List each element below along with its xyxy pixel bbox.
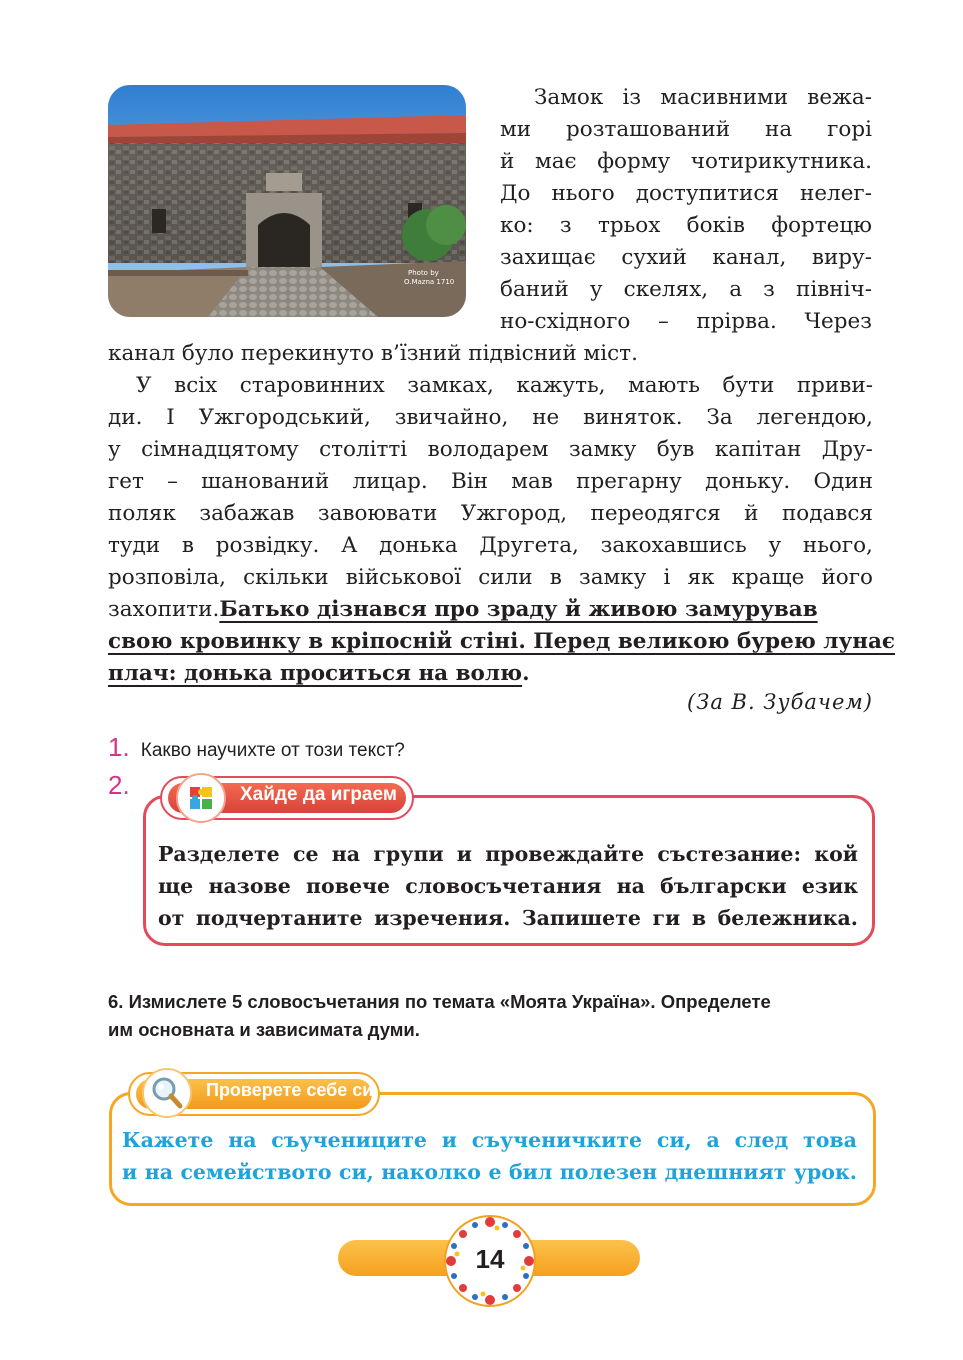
underlined-sentence-3: плач: донька проситься на волю [108,661,523,686]
body-line-underlined-2 [108,626,895,658]
game-instructions [158,838,858,934]
intro-line: но-східного – прірва. Через [500,309,872,334]
puzzle-icon [176,773,226,823]
underlined-sentence-2: свою кровинку в кріпосній стіні. Перед великою бурею лунає [108,629,895,654]
question-2-number: 2. [108,770,130,800]
intro-line: ко: з трьох боків фортецю [500,213,872,238]
game-line-1: Разделете се на групи и провеждайте състезание: кой [158,842,858,866]
intro-line: захищає сухий канал, виру- [500,245,872,270]
body-line: гет – шанований лицар. Він мав прегарну доньку. Один [108,469,873,494]
body-line: канал було перекинуто в’їзний підвісний міст. [108,341,638,366]
question-2 [108,770,130,801]
intro-text [500,82,872,338]
question-1 [108,732,405,763]
check-line-2: и на семейството си, наколко е бил полезен днешният урок. [122,1160,857,1184]
magnifier-icon [142,1068,192,1118]
game-banner [160,776,414,820]
body-line: туди в розвідку. А донька Другета, закохавшись у нього, [108,533,873,558]
task-6-line-2: им основната и зависимата думи. [108,1019,420,1040]
body-line: У всіх старовинних замках, кажуть, мають бути приви- [136,373,873,398]
task-6-line-1: 6. Измислете 5 словосъчетания по темата «Моята Україна». Определете [108,991,771,1012]
body-line: у сімнадцятому столітті володарем замку був капітан Дру- [108,437,873,462]
body-line: розповіла, скільки військової сили в замку і як краще його [108,565,873,590]
intro-line: ми розташований на горі [500,117,872,142]
check-line-1: Кажете на съучениците и съученичките си, а след това [122,1128,857,1152]
body-line-underlined-1: захопити.Батько дізнався про зраду й живою замурував [108,594,873,626]
body-line: поляк забажав завоювати Ужгород, переодягся й подався [108,501,873,526]
task-6 [108,988,878,1044]
check-banner-label: Проверете себе си [206,1080,374,1100]
body-text [108,338,895,690]
intro-line: Замок із масивними вежа- [534,85,872,110]
photo-caption: Photo by [408,269,439,277]
svg-text:O.Mazna 1710: O.Mazna 1710 [404,278,455,286]
game-banner-label: Хайде да играем [240,784,397,805]
body-line: ди. І Ужгородський, звичайно, не виняток. За легендою, [108,405,873,430]
intro-line: й має форму чотирикутника. [500,149,872,174]
author-credit: (За В. Зубачем) [687,690,873,714]
body-line-underlined-3: плач: донька проситься на волю. [108,661,530,686]
underlined-sentence-1: Батько дізнався про зраду й живою замурував [219,597,818,622]
intro-line: баний у скелях, а з північ- [500,277,872,302]
question-1-number: 1. [108,732,130,762]
game-line-2: ще назове повече словосъчетания на български език [158,874,858,898]
question-1-text: Какво научихте от този текст? [140,740,405,761]
game-line-3: от подчертаните изречения. Запишете ги в бележника. [158,906,858,930]
page-number: 14 [475,1244,505,1274]
check-banner [128,1072,380,1116]
check-instructions [122,1124,857,1188]
intro-line: До нього доступитися нелег- [500,181,872,206]
castle-photo [108,85,466,317]
